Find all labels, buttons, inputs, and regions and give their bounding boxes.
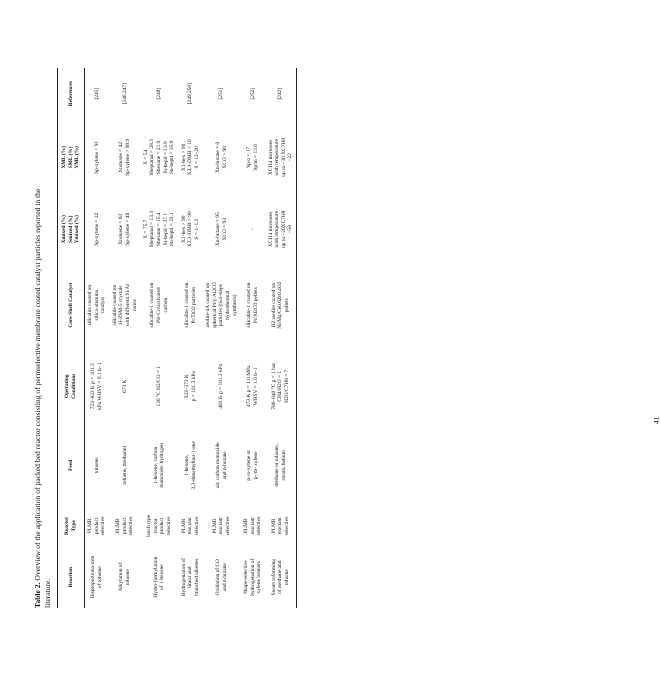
operating-conditions-cell: 780–840 °C p = 1 bar CH4/H2O = 1 H2O/C7H8 = 7 [270,362,290,410]
reactor-type-cell: batch type reactor product selective [146,514,172,538]
ml-result-cell: Xn-butane = 0 XCO > 90 [215,141,228,173]
catalyst-cell: zeolite-4A coated on spherical Pt/γ-Al2O3 particles (two-steps hydrothermal synthesis) [205,282,238,329]
reaction-cell: Alkylation of toluene [118,562,131,592]
mixed-result-cell: Sp-xylene = 22 [93,212,100,246]
catalyst-cell: H2 zeolite coated on Ni/Mg/Ce0.6Zr0.4O2 pellets [270,281,290,329]
references-cell: [248] [156,87,163,100]
catalyst-cell: silicalite coated on H-ZSM-5 crystals with different Si/Al ratios [111,284,138,327]
reaction-cell: Hydro-formylation of 1-hexene [152,556,166,598]
table-row [178,68,203,608]
reactor-type-cell: PLMR product selective [87,516,107,536]
operating-conditions-cell: 483 K p = 101.3 kPa [218,363,225,409]
table-row [203,68,241,608]
col-header-references: References [67,81,74,107]
col-header-reaction: Reaction [67,567,74,588]
reaction-cell: Disproportiona-tion of toluene [90,555,104,599]
ml-result-cell: XCH4 increases with temperature up to ~30 XC7H8 ~22 [267,138,294,177]
catalyst-cell: silicalite coated on silica-alumina catalyst [87,284,107,326]
col-header-reactor-type: Reactor Type [64,516,77,536]
table-row [141,68,179,608]
reactor-type-cell: PLMR reactant selective [270,516,290,536]
operating-conditions-cell: 473 K p = 1.0 MPa WHSV = 1.0 h−1 [246,365,259,407]
catalyst-cell: silicalite-1 coated on Pt/Al2O3 pellets [246,282,259,328]
catalyst-cell: silicalite-1 coated on Pt/TiO2 particles [183,282,197,328]
ml-result-cell: Sp/o = 17 Sp/m = 13.6 [246,144,259,171]
ml-result-cell: Sp-xylene > 91 [93,140,100,174]
mixed-result-cell: Xn-butane = 95 XCO = 93 [215,212,228,247]
feed-cell: methane or toluene, steam, helium [274,443,287,487]
ml-result-cell: X = 54 Sheptanal = 28.3 Shexane = 21.9 Si-heptl = 13.9 Sn-heptl = 35.9 [142,139,176,176]
operating-conditions-cell: 673 K [121,379,128,393]
feed-cell: p-/o-xylene or p-/m- xylene [246,449,259,481]
mixed-result-cell: X1-hex > 90 X3,3-DMB > 90 S = 1–1.2 [180,211,200,248]
references-cell: [245] [93,87,100,100]
feed-cell: toluene, methanol [121,446,128,485]
col-header-ml: XML (%) SML (%) YML (%) [61,146,81,169]
col-header-feed: Feed [67,459,74,471]
reactor-type-cell: PLMR product selective [115,516,135,536]
col-header-mixed: Xmixed (%) Smixed (%) Ymixed (%) [61,215,81,244]
operating-conditions-cell: 130 °C H2/CO = 1 [156,366,163,407]
reaction-cell: Hydrogenation of linear and branched alkenes [180,558,200,597]
operating-conditions-cell: 323–373 K p = 101.3 kPa [183,371,197,402]
table-row [84,68,109,608]
ml-result-cell: Xtoluene = 42 Sp-xylene > 99.9 [118,138,131,176]
reactor-type-cell: PLMR reactant selective [211,516,231,536]
table-caption [33,188,53,608]
reaction-cell: Shape-selective hydrogenation of xylene isomers [242,558,263,596]
reactor-type-cell: PLMR reactant selective [180,516,200,536]
feed-cell: 1-hexene, carbon monoxide, hydrogen [152,443,166,488]
references-cell: [249,250] [187,83,194,105]
references-cell: [246,247] [121,83,128,105]
table-row [241,68,266,608]
mixed-result-cell: Xtoluene = 63 Sp-xylene = 40 [118,212,131,246]
table-caption-text: Overview of the application of packed bed reactor consisting of permselective membrane coated catalyst particles reported in the literature. [33,188,52,608]
table-label: Table 2. [33,582,42,608]
references-cell: [252] [249,87,256,100]
reaction-cell: Steam reforming of methane and toluene [270,559,290,596]
col-header-catalyst: Core-Shell Catalyst [67,282,74,328]
mixed-result-cell: - [249,228,256,231]
reactor-type-cell: PLMR reactant selective [242,516,263,536]
references-cell: [251] [218,87,225,100]
reaction-cell: Oxidation of CO and n-butane [215,559,228,596]
rotated-page [21,20,661,660]
catalyst-cell: silicalite-1 coated on Pd–Co/activated carbon [149,282,169,328]
feed-cell: air, carbon monoxide and n-butane [215,442,228,489]
header-row [58,68,85,608]
page-number: 41 [652,416,661,424]
references-cell: [242] [277,87,284,100]
mixed-result-cell: X = 75.7 Sheptanal = 13.3 Shexane = 15.4 Si-heptl = 37.1 Sn-heptl = 33.1 [142,211,176,248]
literature-table [57,68,297,608]
table-row [265,68,297,608]
operating-conditions-cell: 723–823 K p = 101.3 kPa WHSV = 0.1 h−1 [90,362,104,410]
table-row [109,68,140,608]
feed-cell: 1-hexene, 3,3-dimethylbut-1-ene [183,441,197,490]
mixed-result-cell: XCH4 increases with temperature up to ~20XC7H8 ~58 [267,210,294,248]
col-header-operating-conditions: Operating Conditions [64,373,77,399]
ml-result-cell: X1-hex > 90 X3,3-DMB < 10 S = 12–20 [180,139,200,176]
feed-cell: toluene [93,457,100,474]
